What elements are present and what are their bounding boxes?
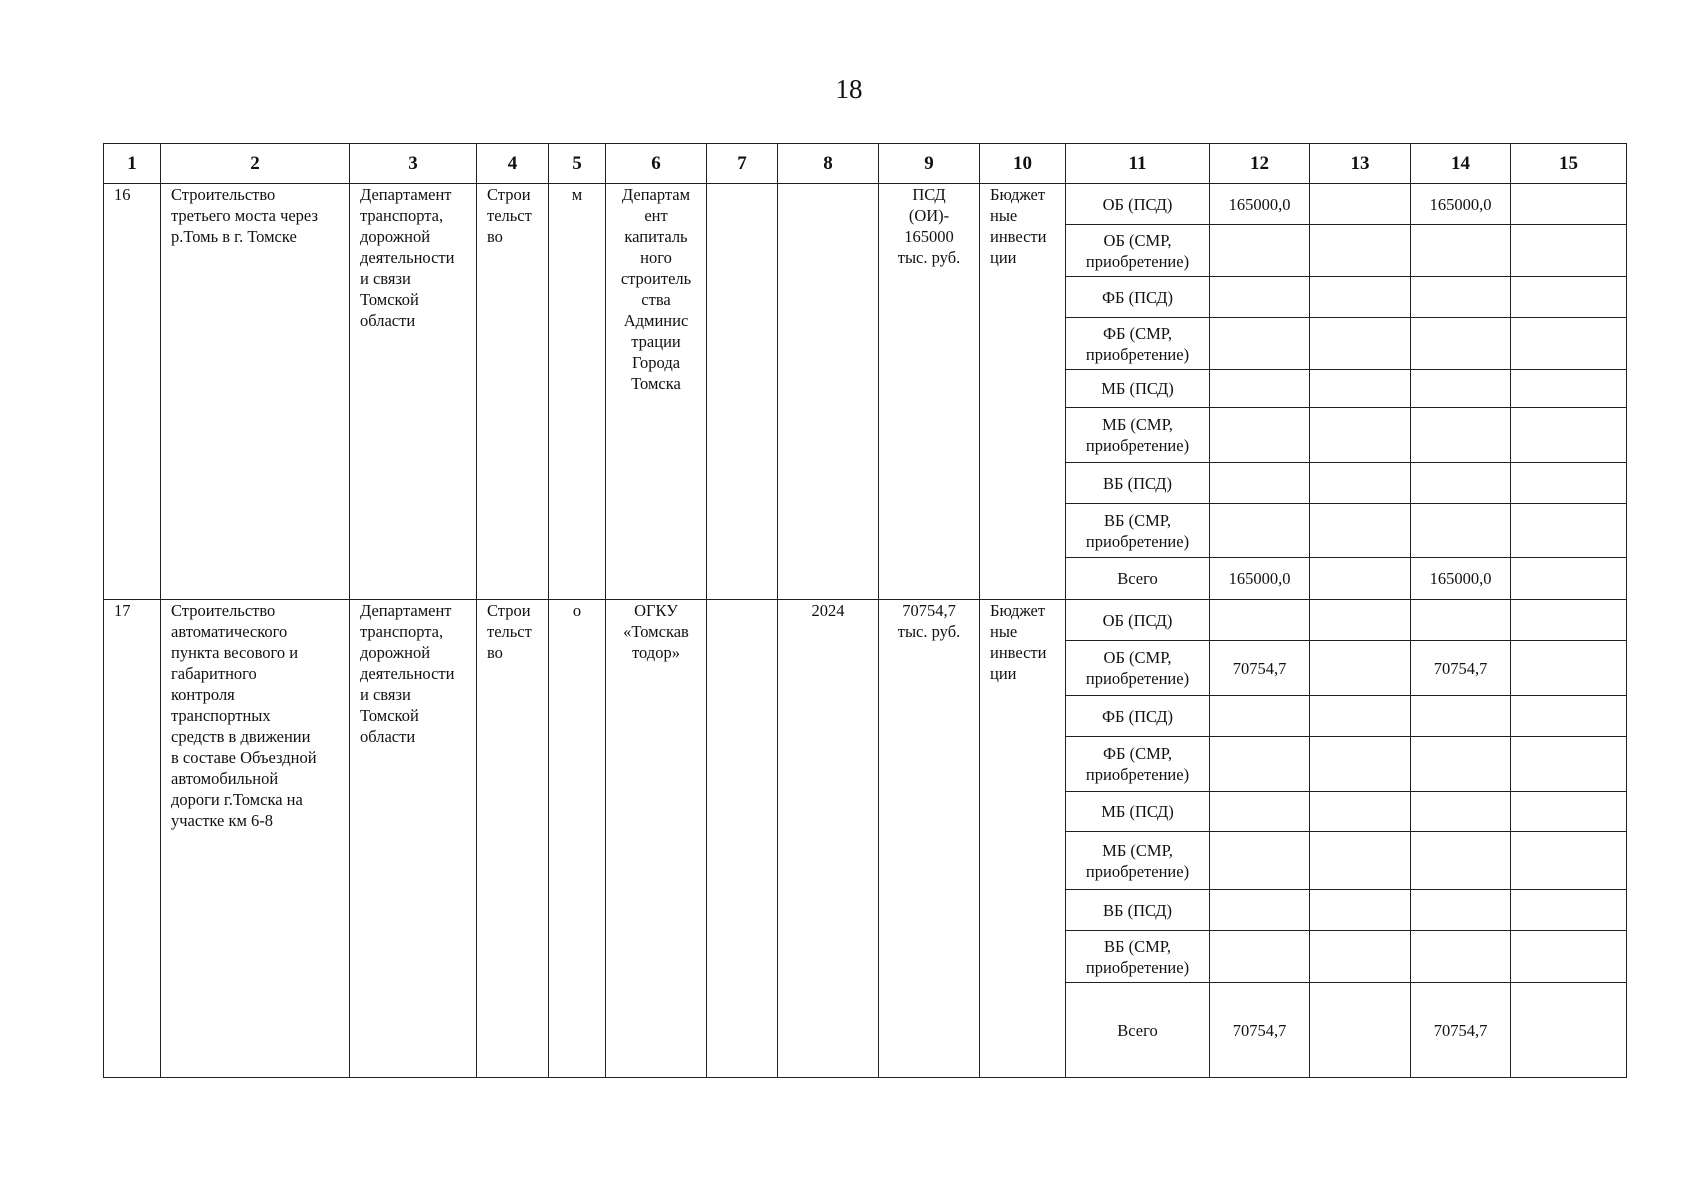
work-type-cell-text: Строи тельст во: [487, 601, 532, 662]
investment-table: [103, 143, 1627, 1078]
capacity-cell: [879, 600, 980, 1078]
department-cell: [350, 184, 477, 600]
investment-type-cell: [980, 184, 1066, 600]
table-row: [104, 600, 1627, 641]
investment-type-cell-text: Бюджет ные инвести ции: [990, 185, 1047, 267]
funding-source-label: МБ (ПСД): [1101, 379, 1174, 398]
amount-c12-cell: [1210, 890, 1310, 931]
amount-c15-cell: [1511, 277, 1627, 318]
amount-c15-cell: [1511, 696, 1627, 737]
funding-source-label: ОБ (ПСД): [1102, 194, 1173, 214]
funding-source-label: ФБ (СМР, приобретение): [1085, 323, 1190, 364]
customer-cell-text: ОГКУ «Томскав тодор»: [623, 601, 689, 662]
year-cell: [778, 184, 879, 600]
funding-source-label: ОБ (СМР, приобретение): [1085, 648, 1190, 688]
col5-cell-text: о: [572, 601, 582, 620]
amount-c12-cell: [1210, 641, 1310, 696]
funding-source-cell: [1066, 318, 1210, 370]
amount-c15-cell: [1511, 318, 1627, 370]
amount-c12-value: 70754,7: [1232, 658, 1287, 678]
funding-source-cell: [1066, 504, 1210, 558]
object-name-cell-text: Строительство третьего моста через р.Томь в г. Томске: [171, 185, 318, 246]
amount-c14-cell: [1411, 931, 1511, 983]
amount-c14-value: 70754,7: [1433, 1020, 1488, 1040]
amount-c12-cell: [1210, 277, 1310, 318]
amount-c15-cell: [1511, 558, 1627, 600]
department-cell: [350, 600, 477, 1078]
amount-c14-cell: [1411, 277, 1511, 318]
funding-source-cell: [1066, 983, 1210, 1078]
investment-type-cell-text: Бюджет ные инвести ции: [990, 601, 1047, 683]
amount-c12-cell: [1210, 463, 1310, 504]
amount-c14-value: 165000,0: [1429, 194, 1492, 214]
funding-source-label: МБ (СМР, приобретение): [1085, 415, 1190, 455]
work-type-cell: [477, 600, 549, 1078]
amount-c12-cell: [1210, 931, 1310, 983]
amount-c13-cell: [1310, 225, 1411, 277]
funding-source-cell: [1066, 641, 1210, 696]
amount-c12-value: 165000,0: [1228, 194, 1291, 214]
amount-c13-cell: [1310, 641, 1411, 696]
year-cell-text: 2024: [811, 601, 845, 620]
amount-c14-cell: [1411, 600, 1511, 641]
funding-source-label: Всего: [1117, 569, 1158, 588]
funding-source-cell: [1066, 225, 1210, 277]
amount-c13-cell: [1310, 408, 1411, 463]
funding-source-cell: [1066, 696, 1210, 737]
amount-c12-cell: [1210, 225, 1310, 277]
amount-c13-cell: [1310, 983, 1411, 1078]
amount-c13-cell: [1310, 832, 1411, 890]
header-cell: 14: [1411, 144, 1511, 184]
funding-source-label: ФБ (ПСД): [1102, 706, 1173, 726]
amount-c14-cell: [1411, 184, 1511, 225]
col7-cell: [707, 600, 778, 1078]
work-type-cell-text: Строи тельст во: [487, 185, 532, 246]
amount-c14-cell: [1411, 696, 1511, 737]
amount-c13-cell: [1310, 558, 1411, 600]
amount-c13-cell: [1310, 504, 1411, 558]
amount-c12-cell: [1210, 318, 1310, 370]
capacity-cell-text: 70754,7 тыс. руб.: [897, 601, 961, 641]
amount-c13-cell: [1310, 696, 1411, 737]
amount-c13-cell: [1310, 318, 1411, 370]
amount-c15-cell: [1511, 792, 1627, 832]
amount-c13-cell: [1310, 890, 1411, 931]
amount-c13-cell: [1310, 184, 1411, 225]
amount-c15-cell: [1511, 504, 1627, 558]
funding-source-label: ВБ (СМР, приобретение): [1085, 936, 1190, 977]
funding-source-cell: [1066, 832, 1210, 890]
amount-c15-cell: [1511, 408, 1627, 463]
col5-cell: [549, 184, 606, 600]
header-cell: 6: [606, 144, 707, 184]
amount-c14-cell: [1411, 408, 1511, 463]
amount-c12-cell: [1210, 408, 1310, 463]
amount-c12-cell: [1210, 558, 1310, 600]
funding-source-label: ОБ (ПСД): [1102, 610, 1173, 630]
object-name-cell-text: Строительство автоматического пункта весового и габаритного контроля транспортных средств в движении в составе Объездной автомобильной дороги г.Томска на участке км 6-8: [171, 601, 317, 830]
amount-c14-cell: [1411, 558, 1511, 600]
funding-source-label: ФБ (СМР, приобретение): [1085, 744, 1190, 784]
funding-source-label: ВБ (ПСД): [1103, 473, 1172, 493]
object-name-cell: [161, 600, 350, 1078]
funding-source-cell: [1066, 184, 1210, 225]
amount-c12-cell: [1210, 983, 1310, 1078]
amount-c12-cell: [1210, 696, 1310, 737]
table-row: [104, 184, 1627, 225]
amount-c15-cell: [1511, 463, 1627, 504]
amount-c14-cell: [1411, 737, 1511, 792]
amount-c13-cell: [1310, 600, 1411, 641]
funding-source-label: Всего: [1117, 1020, 1158, 1040]
header-cell: 3: [350, 144, 477, 184]
amount-c14-cell: [1411, 370, 1511, 408]
customer-cell: [606, 600, 707, 1078]
header-cell: 2: [161, 144, 350, 184]
amount-c15-cell: [1511, 184, 1627, 225]
amount-c15-cell: [1511, 931, 1627, 983]
amount-c12-cell: [1210, 832, 1310, 890]
funding-source-label: ВБ (СМР, приобретение): [1085, 510, 1190, 551]
funding-source-cell: [1066, 600, 1210, 641]
amount-c14-cell: [1411, 641, 1511, 696]
funding-source-label: ОБ (СМР, приобретение): [1085, 230, 1190, 271]
funding-source-cell: [1066, 370, 1210, 408]
amount-c13-cell: [1310, 277, 1411, 318]
amount-c12-value: 70754,7: [1232, 1020, 1287, 1040]
row-number-cell: [104, 184, 161, 600]
amount-c15-cell: [1511, 737, 1627, 792]
header-cell: 9: [879, 144, 980, 184]
amount-c14-cell: [1411, 890, 1511, 931]
amount-c15-cell: [1511, 832, 1627, 890]
amount-c12-cell: [1210, 792, 1310, 832]
amount-c14-cell: [1411, 318, 1511, 370]
amount-c14-value: 165000,0: [1429, 569, 1492, 588]
header-cell: 13: [1310, 144, 1411, 184]
amount-c12-cell: [1210, 600, 1310, 641]
funding-source-label: МБ (СМР, приобретение): [1085, 840, 1190, 881]
col5-cell-text: м: [571, 185, 583, 204]
amount-c15-cell: [1511, 983, 1627, 1078]
amount-c14-cell: [1411, 983, 1511, 1078]
customer-cell: [606, 184, 707, 600]
amount-c15-cell: [1511, 225, 1627, 277]
amount-c14-cell: [1411, 225, 1511, 277]
header-cell: 4: [477, 144, 549, 184]
amount-c14-cell: [1411, 463, 1511, 504]
amount-c15-cell: [1511, 600, 1627, 641]
funding-source-cell: [1066, 408, 1210, 463]
funding-source-cell: [1066, 277, 1210, 318]
capacity-cell: [879, 184, 980, 600]
amount-c14-cell: [1411, 792, 1511, 832]
header-row: [104, 144, 1627, 184]
funding-source-label: МБ (ПСД): [1101, 802, 1174, 821]
amount-c14-cell: [1411, 832, 1511, 890]
header-cell: 5: [549, 144, 606, 184]
amount-c12-cell: [1210, 737, 1310, 792]
funding-source-cell: [1066, 792, 1210, 832]
work-type-cell: [477, 184, 549, 600]
object-name-cell: [161, 184, 350, 600]
amount-c15-cell: [1511, 641, 1627, 696]
funding-source-cell: [1066, 463, 1210, 504]
header-cell: 12: [1210, 144, 1310, 184]
header-cell: 7: [707, 144, 778, 184]
amount-c13-cell: [1310, 737, 1411, 792]
department-cell-text: Департамент транспорта, дорожной деятельности и связи Томской области: [360, 601, 455, 746]
row-number-cell-text: 16: [114, 185, 131, 204]
amount-c13-cell: [1310, 792, 1411, 832]
year-cell: [778, 600, 879, 1078]
funding-source-label: ВБ (ПСД): [1103, 900, 1172, 920]
header-cell: 1: [104, 144, 161, 184]
col7-cell: [707, 184, 778, 600]
col5-cell: [549, 600, 606, 1078]
page-number: 18: [835, 74, 863, 104]
funding-source-cell: [1066, 890, 1210, 931]
department-cell-text: Департамент транспорта, дорожной деятельности и связи Томской области: [360, 185, 455, 330]
amount-c12-cell: [1210, 504, 1310, 558]
investment-type-cell: [980, 600, 1066, 1078]
header-cell: 11: [1066, 144, 1210, 184]
row-number-cell: [104, 600, 161, 1078]
amount-c15-cell: [1511, 890, 1627, 931]
header-cell: 10: [980, 144, 1066, 184]
amount-c12-cell: [1210, 370, 1310, 408]
amount-c14-value: 70754,7: [1433, 658, 1488, 678]
amount-c15-cell: [1511, 370, 1627, 408]
amount-c12-value: 165000,0: [1228, 569, 1291, 588]
row-number-cell-text: 17: [114, 601, 131, 620]
amount-c13-cell: [1310, 463, 1411, 504]
capacity-cell-text: ПСД (ОИ)- 165000 тыс. руб.: [897, 185, 961, 267]
header-cell: 15: [1511, 144, 1627, 184]
amount-c13-cell: [1310, 370, 1411, 408]
funding-source-cell: [1066, 558, 1210, 600]
amount-c13-cell: [1310, 931, 1411, 983]
header-cell: 8: [778, 144, 879, 184]
amount-c14-cell: [1411, 504, 1511, 558]
funding-source-label: ФБ (ПСД): [1102, 287, 1173, 307]
funding-source-cell: [1066, 931, 1210, 983]
amount-c12-cell: [1210, 184, 1310, 225]
funding-source-cell: [1066, 737, 1210, 792]
customer-cell-text: Департам ент капиталь ного строитель ства Админис трации Города Томска: [620, 185, 692, 393]
